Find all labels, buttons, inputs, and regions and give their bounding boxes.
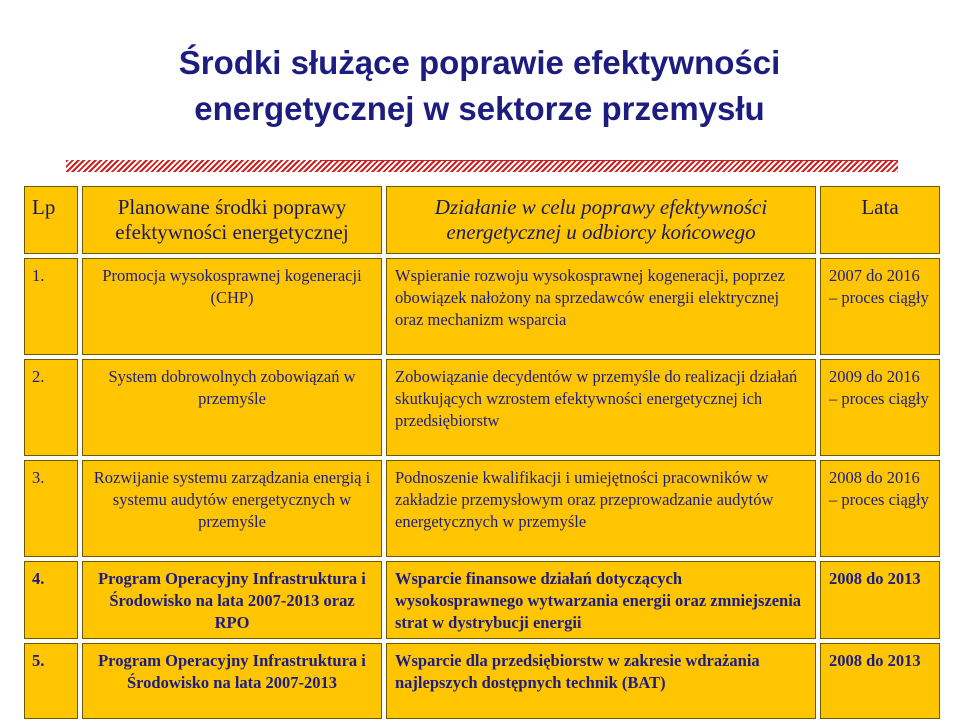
header-measures: Planowane środki poprawy efektywności energetycznej [82,186,382,254]
row-action: Zobowiązanie decydentów w przemyśle do realizacji działań skutkujących wzrostem efektywności energetycznej ich przedsiębiorstw [386,359,816,456]
table-header-row [24,186,940,254]
title-line-1: Środki służące poprawie efektywności [178,44,781,81]
row-action: Wsparcie dla przedsiębiorstw w zakresie wdrażania najlepszych dostępnych technik (BAT) [386,643,816,719]
row-years: 2009 do 2016 – proces ciągły [820,359,940,456]
page-title [0,40,959,132]
row-lp: 3. [24,460,78,557]
divider-line [320,160,898,161]
header-action: Działanie w celu poprawy efektywności energetycznej u odbiorcy końcowego [386,186,816,254]
measures-table [20,182,944,723]
row-lp: 5. [24,643,78,719]
row-years: 2007 do 2016 – proces ciągły [820,258,940,355]
row-action: Wspieranie rozwoju wysokosprawnej kogeneracji, poprzez obowiązek nałożony na sprzedawców energii elektrycznej oraz mechanizm wsparcia [386,258,816,355]
row-measure: Promocja wysokosprawnej kogeneracji (CHP) [82,258,382,355]
table-row [24,561,940,639]
row-measure: Program Operacyjny Infrastruktura i Środowisko na lata 2007-2013 [82,643,382,719]
row-years: 2008 do 2016 – proces ciągły [820,460,940,557]
table-row [24,643,940,719]
row-measure: System dobrowolnych zobowiązań w przemyśle [82,359,382,456]
row-lp: 2. [24,359,78,456]
row-action: Podnoszenie kwalifikacji i umiejętności pracowników w zakładzie przemysłowym oraz przeprowadzanie audytów energetycznych w przemyśle [386,460,816,557]
row-years: 2008 do 2013 [820,643,940,719]
header-lp: Lp [24,186,78,254]
header-years: Lata [820,186,940,254]
row-lp: 4. [24,561,78,639]
title-line-2: energetycznej w sektorze przemysłu [194,90,765,127]
row-action: Wsparcie finansowe działań dotyczących wysokosprawnego wytwarzania energii oraz zmniejszenia strat w dystrybucji energii [386,561,816,639]
table-row [24,359,940,456]
row-lp: 1. [24,258,78,355]
table-row [24,258,940,355]
decorative-divider [66,160,898,172]
row-measure: Rozwijanie systemu zarządzania energią i systemu audytów energetycznych w przemyśle [82,460,382,557]
row-years: 2008 do 2013 [820,561,940,639]
row-measure: Program Operacyjny Infrastruktura i Środowisko na lata 2007-2013 oraz RPO [82,561,382,639]
table-row [24,460,940,557]
